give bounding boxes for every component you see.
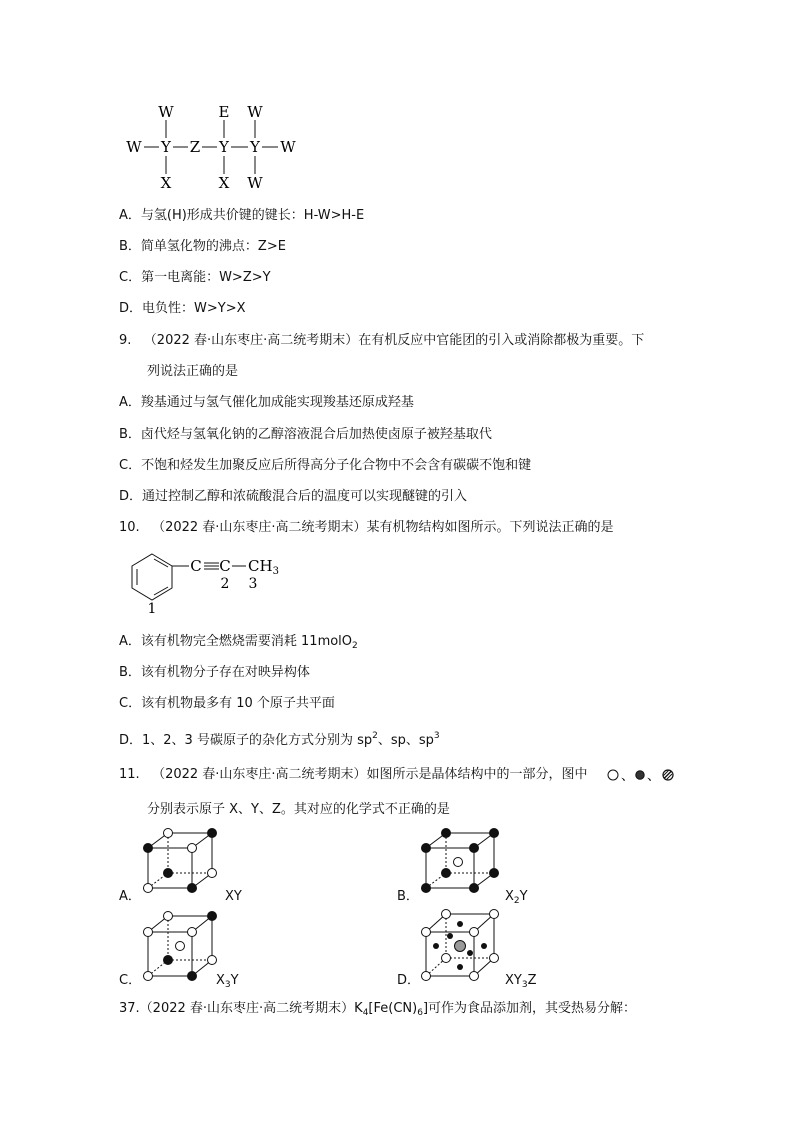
atom-label: W [247, 174, 263, 192]
cube-b-formula: $X_2Y$ [505, 889, 528, 906]
carbon-number-label: 2 [220, 576, 230, 592]
q10-option-a: A．该有机物完全燃烧需要消耗 11molO$_2$ [119, 634, 358, 651]
q10-stem: 10. （2022 春·山东枣庄·高二统考期末）某有机物结构如图所示。下列说法正确的是 [119, 520, 614, 535]
q9-option-c: C．不饱和烃发生加聚反应后所得高分子化合物中不会含有碳碳不饱和键 [119, 458, 532, 473]
q8-option-b: B．简单氢化物的沸点：Z>E [119, 239, 286, 254]
q9-option-b: B．卤代烃与氢氧化钠的乙醇溶液混合后加热使卤原子被羟基取代 [119, 427, 492, 442]
structure-diagram-q8 [118, 98, 308, 198]
atom-label: Y [161, 138, 171, 156]
atom-label: E [218, 103, 230, 121]
atom-label: Y [219, 138, 229, 156]
q37-stem: 37.（2022 春·山东枣庄·高二统考期末）$K_4[Fe(CN)_6]$可作为食品添加剂，其受热易分解： [119, 1001, 637, 1018]
cube-d-letter: D． [397, 973, 421, 988]
q9-option-d: D．通过控制乙醇和浓硫酸混合后的温度可以实现醚键的引入 [119, 489, 468, 504]
atom-label: X [218, 174, 230, 192]
cube-d-formula: $XY_3Z$ [505, 973, 537, 990]
q9-option-a: A．羧基通过与氢气催化加成能实现羧基还原成羟基 [119, 395, 414, 410]
cube-c-letter: C． [119, 973, 142, 988]
crystal-cube-b [418, 824, 504, 894]
q8-option-c: C．第一电离能：W>Z>Y [119, 270, 271, 285]
q10-option-c: C．该有机物最多有 10 个原子共平面 [119, 696, 335, 711]
atom-label: C [219, 557, 231, 575]
atom-label: Y [250, 138, 260, 156]
q11-stem: 11. （2022 春·山东枣庄·高二统考期末）如图所示是晶体结构中的一部分，图中 [119, 767, 588, 782]
cube-a-formula: XY [225, 889, 242, 904]
carbon-number-label: 1 [147, 601, 157, 616]
cube-a-letter: A． [119, 889, 141, 904]
open-circle-icon [608, 770, 618, 780]
cube-b-letter: B． [397, 889, 419, 904]
crystal-cube-a [140, 824, 222, 894]
atom-label: X [160, 174, 172, 192]
structure-diagram-q10 [125, 548, 295, 616]
q8-option-d: D．电负性：W>Y>X [119, 301, 246, 316]
crystal-cube-d [418, 906, 504, 984]
atom-legend [606, 766, 676, 784]
q10-option-d: D．1、2、3 号碳原子的杂化方式分别为 $sp^2$、sp、$sp^3$ [119, 731, 440, 748]
legend-separator: 、 [621, 769, 635, 784]
q9-stem: 9. （2022 春·山东枣庄·高二统考期末）在有机反应中官能团的引入或消除都极为重要。下 [119, 333, 645, 348]
legend-separator: 、 [647, 769, 661, 784]
carbon-number-label: 3 [248, 576, 258, 592]
atom-label: W [280, 138, 296, 156]
filled-circle-icon [636, 771, 644, 779]
q11-stem-cont: 分别表示原子 X、Y、Z。其对应的化学式不正确的是 [147, 802, 450, 817]
atom-label: W [247, 103, 263, 121]
crystal-cube-c [140, 908, 222, 982]
q9-stem-cont: 列说法正确的是 [147, 364, 239, 379]
q10-option-b: B．该有机物分子存在对映异构体 [119, 665, 310, 680]
atom-label: Z [189, 138, 201, 156]
atom-label: C [190, 557, 202, 575]
center-atom-z [455, 941, 466, 952]
atom-label: $CH_3$ [248, 557, 279, 577]
atom-label: W [158, 103, 174, 121]
cube-c-formula: $X_3Y$ [216, 973, 239, 990]
atom-label: W [126, 138, 142, 156]
q8-option-a: A．与氢(H)形成共价键的键长：H-W>H-E [119, 208, 365, 223]
